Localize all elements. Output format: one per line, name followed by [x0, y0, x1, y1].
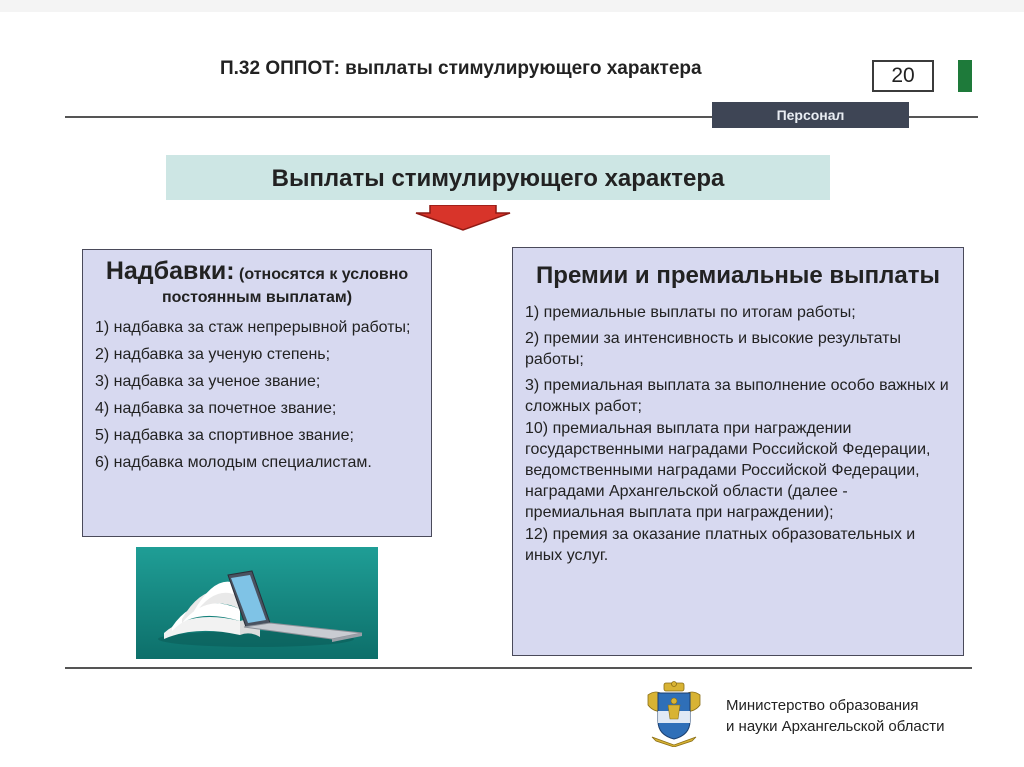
list-item: 2) надбавка за ученую степень;	[95, 346, 331, 363]
page-title: П.32 ОППОТ: выплаты стимулирующего характера	[220, 58, 702, 79]
list-item: 3) премиальная выплата за выполнение особо важных и сложных работ;	[525, 377, 949, 415]
coat-of-arms-icon	[642, 681, 706, 747]
allowances-heading: Надбавки:	[105, 257, 235, 285]
list-item: 4) надбавка за почетное звание;	[95, 400, 337, 417]
footer-divider	[65, 667, 972, 669]
list-item: 10) премиальная выплата при награждении государственными наградами Российской Федерации, ведомственными наградами Российской Федерации, наградами Архангельской области (далее - премиальная выплата при награждении);	[525, 420, 931, 521]
allowances-title	[95, 257, 419, 309]
list-item: 5) надбавка за спортивное звание;	[95, 427, 354, 444]
book-laptop-image	[136, 547, 378, 659]
allowances-box	[82, 249, 432, 537]
ministry-line-1: Министерство образования	[726, 697, 919, 714]
down-arrow-icon	[414, 205, 512, 231]
main-banner: Выплаты стимулирующего характера	[166, 155, 830, 200]
ministry-line-2: и науки Архангельской области	[726, 718, 945, 735]
allowances-note: (относятся к условно постоянным выплатам)	[161, 266, 409, 306]
top-strip	[0, 0, 1024, 12]
bonuses-title: Премии и премиальные выплаты	[536, 262, 940, 289]
page-number: 20	[872, 60, 934, 92]
section-tag: Персонал	[712, 102, 909, 128]
list-item: 2) премии за интенсивность и высокие результаты работы;	[525, 330, 902, 368]
list-item: 1) надбавка за стаж непрерывной работы;	[95, 319, 411, 336]
bonuses-box	[512, 247, 964, 656]
list-item: 1) премиальные выплаты по итогам работы;	[525, 304, 856, 321]
list-item: 6) надбавка молодым специалистам.	[95, 454, 372, 471]
accent-bar	[958, 60, 972, 92]
ministry-name	[726, 695, 945, 737]
list-item: 3) надбавка за ученое звание;	[95, 373, 321, 390]
list-item: 12) премия за оказание платных образовательных и иных услуг.	[525, 526, 916, 564]
